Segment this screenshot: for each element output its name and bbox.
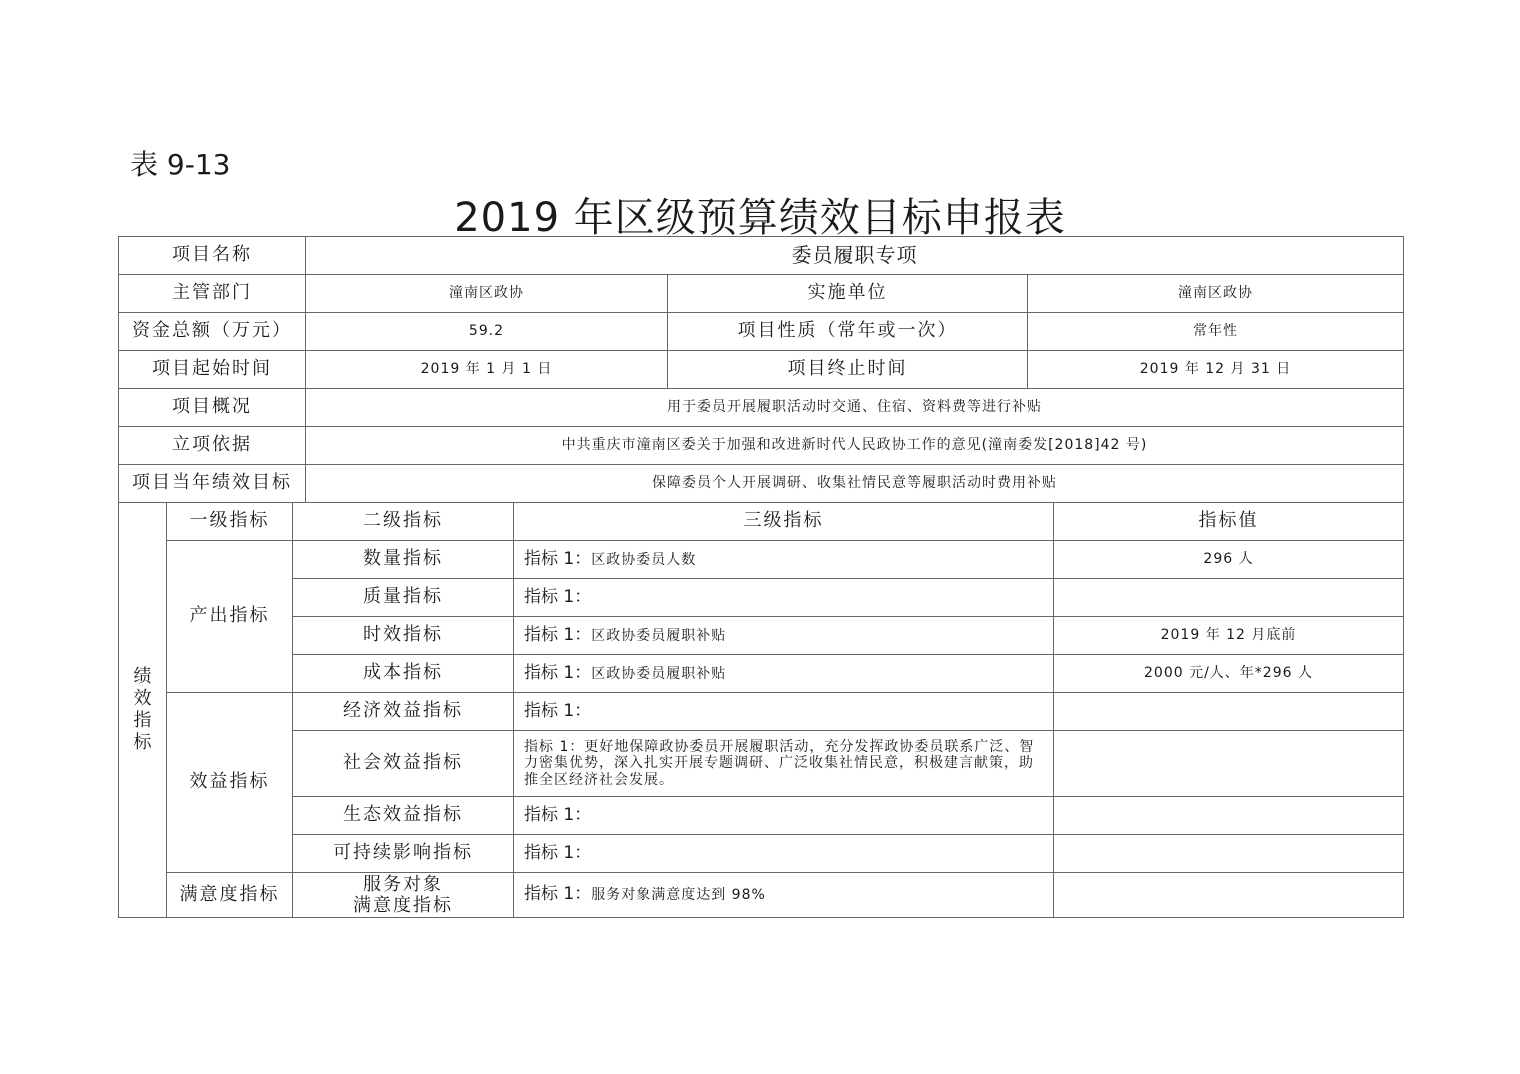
table-row bbox=[119, 617, 1404, 655]
annual-goal-label: 项目当年绩效目标 bbox=[119, 465, 306, 503]
budget-performance-table bbox=[118, 236, 1404, 918]
indicator-header-row bbox=[119, 503, 1404, 541]
header-indicator-value: 指标值 bbox=[1054, 503, 1404, 541]
economic-benefit-label: 经济效益指标 bbox=[293, 693, 514, 731]
service-satisfaction-line2: 满意度指标 bbox=[353, 895, 453, 916]
document-title: 2019 年区级预算绩效目标申报表 bbox=[454, 195, 1066, 241]
social-benefit-text: 指标 1：更好地保障政协委员开展履职活动，充分发挥政协委员联系广泛、智力密集优势，深入扎实开展专题调研、广泛收集社情民意，积极建言献策，助推全区经济社会发展。 bbox=[514, 731, 1054, 797]
indicator-value bbox=[1054, 835, 1404, 873]
service-satisfaction-label bbox=[293, 873, 514, 918]
department-value: 潼南区政协 bbox=[306, 275, 668, 313]
sustainable-impact-label: 可持续影响指标 bbox=[293, 835, 514, 873]
row-overview bbox=[119, 389, 1404, 427]
performance-indicators-label: 绩效指标 bbox=[119, 503, 167, 918]
level3-cell bbox=[514, 873, 1054, 918]
indicator-value bbox=[1054, 693, 1404, 731]
level3-cell bbox=[514, 579, 1054, 617]
level3-cell bbox=[514, 835, 1054, 873]
satisfaction-indicators-label: 满意度指标 bbox=[167, 873, 293, 918]
row-fund bbox=[119, 313, 1404, 351]
indicator-prefix: 指标 1： bbox=[524, 662, 592, 683]
indicator-value: 296 人 bbox=[1054, 541, 1404, 579]
row-project-name bbox=[119, 237, 1404, 275]
table-number: 表 9-13 bbox=[130, 148, 231, 181]
level3-cell bbox=[514, 655, 1054, 693]
annual-goal-value: 保障委员个人开展调研、收集社情民意等履职活动时费用补贴 bbox=[306, 465, 1404, 503]
indicator-prefix: 指标 1： bbox=[524, 884, 592, 905]
indicator-value bbox=[1054, 579, 1404, 617]
end-time-label: 项目终止时间 bbox=[668, 351, 1028, 389]
header-level2: 二级指标 bbox=[293, 503, 514, 541]
output-indicators-label: 产出指标 bbox=[167, 541, 293, 693]
indicator-value bbox=[1054, 731, 1404, 797]
table-row bbox=[119, 835, 1404, 873]
cost-indicator-label: 成本指标 bbox=[293, 655, 514, 693]
indicator-text: 区政协委员履职补贴 bbox=[591, 627, 727, 644]
benefit-indicators-label: 效益指标 bbox=[167, 693, 293, 873]
row-department bbox=[119, 275, 1404, 313]
start-time-label: 项目起始时间 bbox=[119, 351, 306, 389]
indicator-prefix: 指标 1： bbox=[524, 624, 592, 645]
indicator-prefix: 指标 1： bbox=[524, 586, 592, 607]
level3-cell bbox=[514, 693, 1054, 731]
row-annual-goal bbox=[119, 465, 1404, 503]
project-nature-label: 项目性质（常年或一次） bbox=[668, 313, 1028, 351]
basis-label: 立项依据 bbox=[119, 427, 306, 465]
table-row bbox=[119, 797, 1404, 835]
indicator-value bbox=[1054, 873, 1404, 918]
table-row bbox=[119, 873, 1404, 918]
row-dates bbox=[119, 351, 1404, 389]
quantity-indicator-label: 数量指标 bbox=[293, 541, 514, 579]
fund-total-value: 59.2 bbox=[306, 313, 668, 351]
table-row bbox=[119, 541, 1404, 579]
indicator-prefix: 指标 1： bbox=[524, 700, 592, 721]
indicator-value: 2000 元/人、年*296 人 bbox=[1054, 655, 1404, 693]
overview-value: 用于委员开展履职活动时交通、住宿、资料费等进行补贴 bbox=[306, 389, 1404, 427]
indicator-prefix: 指标 1： bbox=[524, 804, 592, 825]
overview-label: 项目概况 bbox=[119, 389, 306, 427]
table-row bbox=[119, 655, 1404, 693]
indicator-prefix: 指标 1： bbox=[524, 842, 592, 863]
indicator-text: 区政协委员人数 bbox=[591, 551, 697, 568]
ecological-benefit-label: 生态效益指标 bbox=[293, 797, 514, 835]
basis-value: 中共重庆市潼南区委关于加强和改进新时代人民政协工作的意见(潼南委发[2018]42 号) bbox=[306, 427, 1404, 465]
indicator-prefix: 指标 1： bbox=[524, 548, 592, 569]
implementing-unit-value: 潼南区政协 bbox=[1028, 275, 1404, 313]
start-time-value: 2019 年 1 月 1 日 bbox=[306, 351, 668, 389]
service-satisfaction-line1: 服务对象 bbox=[363, 874, 443, 895]
implementing-unit-label: 实施单位 bbox=[668, 275, 1028, 313]
header-level1: 一级指标 bbox=[167, 503, 293, 541]
level3-cell bbox=[514, 617, 1054, 655]
indicator-value bbox=[1054, 797, 1404, 835]
end-time-value: 2019 年 12 月 31 日 bbox=[1028, 351, 1404, 389]
project-name-value: 委员履职专项 bbox=[306, 237, 1404, 275]
row-basis bbox=[119, 427, 1404, 465]
social-benefit-label: 社会效益指标 bbox=[293, 731, 514, 797]
level3-cell bbox=[514, 541, 1054, 579]
project-nature-value: 常年性 bbox=[1028, 313, 1404, 351]
table-row bbox=[119, 579, 1404, 617]
table-row bbox=[119, 731, 1404, 797]
indicator-value: 2019 年 12 月底前 bbox=[1054, 617, 1404, 655]
header-level3: 三级指标 bbox=[514, 503, 1054, 541]
fund-total-label: 资金总额（万元） bbox=[119, 313, 306, 351]
indicator-text: 区政协委员履职补贴 bbox=[591, 665, 727, 682]
quality-indicator-label: 质量指标 bbox=[293, 579, 514, 617]
level3-cell bbox=[514, 797, 1054, 835]
timeliness-indicator-label: 时效指标 bbox=[293, 617, 514, 655]
department-label: 主管部门 bbox=[119, 275, 306, 313]
indicator-text: 服务对象满意度达到 98% bbox=[591, 887, 766, 904]
table-row bbox=[119, 693, 1404, 731]
project-name-label: 项目名称 bbox=[119, 237, 306, 275]
